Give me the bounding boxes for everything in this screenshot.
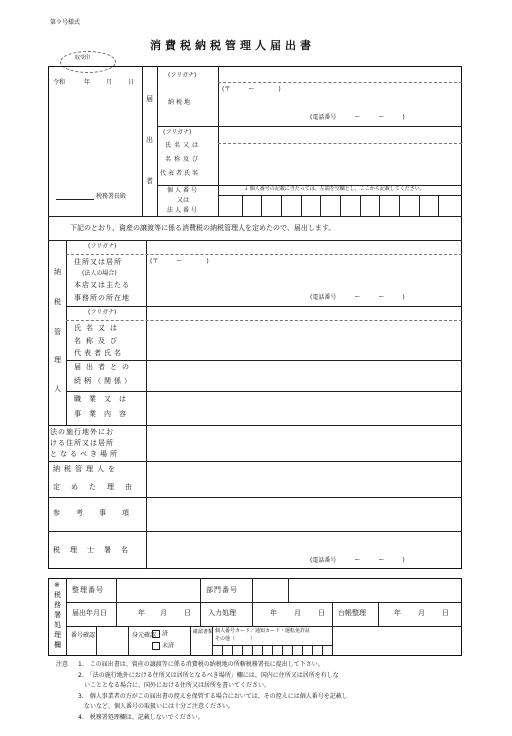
form-number: 第９号様式 [50,19,81,26]
id-cell-divider [261,196,262,216]
note-3b: ないなど、個人番号の取扱いには十分ご注意ください。 [78,703,235,710]
name-label-2: 名称及び [165,156,202,163]
manager-postal: (〒 ー ) [150,258,209,265]
doc-cell-divider [252,646,253,656]
form-title: 消費税納税管理人届出書 [150,39,315,52]
doc-cell-divider [322,646,323,656]
id-cell-divider [301,196,302,216]
office-dept-no: 部門番号 [206,586,238,594]
office-label-char: 理 [54,631,61,639]
id-cell-divider [242,196,243,216]
tax-office-label: 税務署長殿 [96,193,127,200]
name-furigana-label: (フリガナ) [163,129,192,136]
done-label: 済 [162,630,169,638]
main-form-frame [48,66,462,569]
note-2b: いこととなる場合に、国外における住所又は居所を書いてください。 [78,682,271,689]
office-doc-list: 個人番号カード／通知カード・運転免許証 [215,628,311,634]
relation-2: 続柄（関係） [74,377,134,385]
input-month: 月 [294,609,301,617]
id-note: ↓ 個人番号の記載に当たっては、左端を空欄とし、ここから記載してください。 [244,186,425,192]
tax-accountant-label: 税理士署名 [53,546,138,554]
doc-cell-divider [242,646,243,656]
overseas-2: ける住所又は居所 [50,439,114,447]
manager-name-furigana: (フリガナ) [88,309,117,316]
manager-address-3: 本店又は主たる [74,281,130,289]
date-month: 月 [106,79,113,86]
id-cell-divider [438,196,439,216]
notifier-furigana-label: (フリガナ) [168,72,197,79]
doc-cell-divider [312,646,313,656]
manager-char-1: 納 [54,268,61,276]
manager-phone: (電話番号 ー ー ) [310,294,405,301]
office-input-processing: 入力処理 [208,609,236,617]
id-label-1: 個人番号 [167,187,200,194]
not-done-label: 未済 [162,642,175,650]
doc-cell-divider [222,646,223,656]
notifier-char-2: 出 [146,136,153,144]
manager-char-2: 税 [54,298,61,306]
id-label-3: 法人番号 [167,207,200,214]
notes-label: 注意 [56,661,69,668]
office-ref-no: 整理番号 [72,586,104,594]
id-cell-divider [360,196,361,216]
manager-char-3: 管 [54,328,61,336]
office-label-char: ※ [54,581,60,589]
doc-cell-divider [272,646,273,656]
filing-day: 日 [184,609,191,617]
id-cell-divider [340,196,341,216]
relation-1: 届出者との [74,363,134,371]
manager-name-3: 代表者氏名 [74,349,124,357]
input-day: 日 [318,609,325,617]
date-era: 令和 [53,79,66,86]
overseas-1: 法の施行地外にお [50,428,114,436]
office-number-check: 番号確認 [71,632,96,639]
note-2: 2. 「法の施行地外における住所又は居所となるべき場所」欄には、国内に住所又は居所を有しな [78,672,339,679]
doc-cell-divider [292,646,293,656]
manager-address-4: 事務所の所在地 [74,294,130,302]
office-label-char: 務 [54,601,61,609]
name-label-1: 氏名又は [165,142,202,149]
date-day: 日 [128,79,135,86]
manager-char-5: 人 [54,385,61,393]
ledger-month: 月 [418,609,425,617]
office-doc-check: 確認書類 [193,629,214,635]
doc-cell-divider [282,646,283,656]
reference-label: 参考事項 [53,509,145,517]
address-postal: (〒 ー ) [222,86,281,93]
office-identity-check: 身元確認 [132,632,157,639]
date-year: 年 [84,79,91,86]
notifier-char-1: 届 [146,95,153,103]
id-cell-divider [419,196,420,216]
manager-address-1: 住所又は居所 [74,258,122,266]
id-cell-divider [399,196,400,216]
manager-name-1: 氏名又は [74,324,122,332]
note-3: 3. 個人事業者の方がこの届出書の控えを保管する場合においては、その控えには個人番号を記載し [78,693,348,700]
filing-month: 月 [160,609,167,617]
name-label-3: 代表者氏名 [160,170,201,177]
note-4: 4. 税務署処理欄は、記載しないでください。 [78,714,204,721]
occupation-2: 事業内容 [74,410,134,418]
manager-address-2: (法人の場合) [82,270,117,277]
overseas-3: となるべき場所 [50,450,120,458]
doc-cell-divider [232,646,233,656]
not-done-checkbox[interactable] [152,642,160,650]
address-label: 納税地 [168,99,193,106]
address-phone: (電話番号 ー ー ) [310,114,405,121]
id-cell-divider [320,196,321,216]
manager-furigana-label: (フリガナ) [88,243,117,250]
id-cell-divider [281,196,282,216]
done-checkbox[interactable] [152,630,160,638]
ledger-day: 日 [442,609,449,617]
check-done [152,630,168,638]
office-label-char: 署 [54,611,61,619]
notifier-char-3: 者 [146,177,153,185]
id-label-2: 又は [177,197,190,204]
doc-cell-divider [262,646,263,656]
doc-cell-divider [302,646,303,656]
receipt-stamp-label: 収受印 [75,55,91,61]
office-label-char: 処 [54,621,61,629]
office-filing-date: 届出年月日 [72,609,107,617]
input-year: 年 [270,609,277,617]
office-label-char: 欄 [54,641,61,649]
statement-text: 下記のとおり、資産の譲渡等に係る消費税の納税管理人を定めたので、届出します。 [70,224,336,232]
manager-name-2: 名称及び [74,337,122,345]
filing-year: 年 [138,609,145,617]
occupation-1: 職業又は [74,395,134,403]
office-ledger: 台帳整理 [338,609,366,617]
office-doc-other: その他（ ） [215,636,256,642]
office-label-char: 税 [54,591,61,599]
check-not-done [152,642,174,650]
reason-1: 納税管理人を [53,465,119,473]
ledger-year: 年 [394,609,401,617]
note-1: 1. この届出書は、資産の譲渡等に係る消費税の納税地の所轄税務署長に提出して下さい。 [78,661,324,668]
reason-2: 定めた理由 [53,483,143,491]
manager-char-4: 理 [54,356,61,364]
id-cell-divider [379,196,380,216]
tax-accountant-phone: (電話番号 ー ー ) [310,557,405,564]
